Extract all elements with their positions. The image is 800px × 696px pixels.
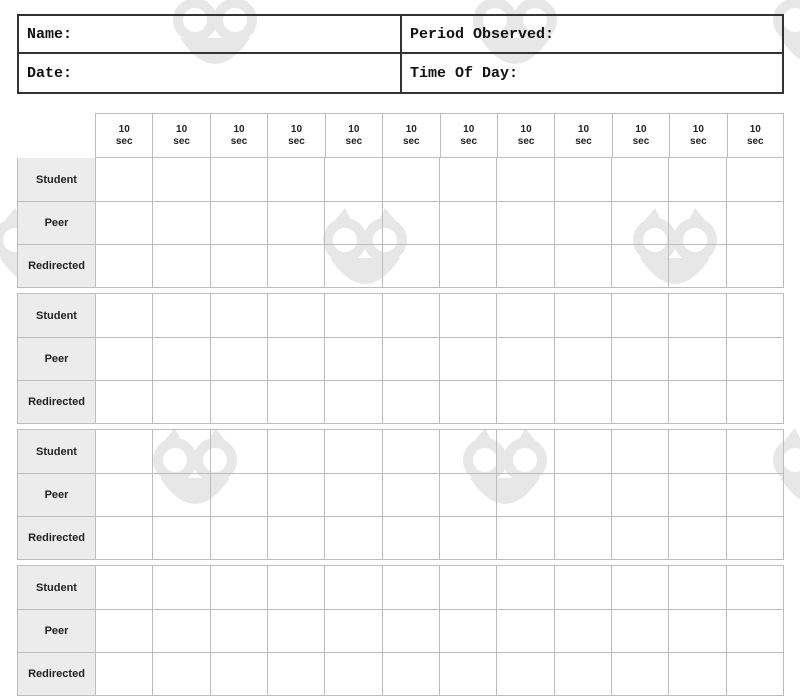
tally-cell[interactable] (439, 158, 496, 201)
tally-cell[interactable] (554, 158, 611, 201)
tally-cell[interactable] (611, 337, 668, 380)
interval-seconds: 10 (118, 123, 130, 135)
time-of-day-field[interactable]: Time Of Day: (410, 64, 519, 82)
tally-cell[interactable] (95, 652, 152, 695)
tally-cell[interactable] (726, 430, 783, 473)
tally-cell[interactable] (382, 201, 439, 244)
tally-cell[interactable] (95, 566, 152, 609)
tally-cell[interactable] (152, 609, 209, 652)
tally-cell[interactable] (324, 294, 381, 337)
tally-cell[interactable] (95, 609, 152, 652)
interval-header-2 (152, 113, 209, 158)
tally-cell[interactable] (611, 516, 668, 559)
tally-cell[interactable] (668, 201, 725, 244)
observation-row-student (18, 566, 783, 609)
tally-cell[interactable] (611, 244, 668, 287)
tally-cell[interactable] (324, 652, 381, 695)
tally-cell[interactable] (668, 566, 725, 609)
tally-cell[interactable] (726, 516, 783, 559)
tally-cell[interactable] (554, 430, 611, 473)
tally-cell[interactable] (267, 380, 324, 423)
tally-cell[interactable] (95, 380, 152, 423)
tally-cell[interactable] (95, 473, 152, 516)
tally-cell[interactable] (496, 430, 553, 473)
tally-cell[interactable] (668, 652, 725, 695)
tally-cell[interactable] (267, 337, 324, 380)
row-label-peer: Peer (18, 201, 95, 244)
row-label-student: Student (18, 294, 95, 337)
tally-cell[interactable] (726, 609, 783, 652)
tally-cell[interactable] (267, 158, 324, 201)
tally-cell[interactable] (324, 609, 381, 652)
tally-cell[interactable] (611, 380, 668, 423)
tally-cell[interactable] (668, 244, 725, 287)
tally-cell[interactable] (554, 609, 611, 652)
tally-cell[interactable] (95, 158, 152, 201)
interval-seconds: 10 (463, 123, 475, 135)
interval-header-1 (95, 113, 152, 158)
tally-cell[interactable] (152, 158, 209, 201)
tally-cell[interactable] (95, 430, 152, 473)
tally-cell[interactable] (554, 380, 611, 423)
tally-cell[interactable] (439, 652, 496, 695)
tally-cell[interactable] (267, 652, 324, 695)
tally-cell[interactable] (439, 380, 496, 423)
interval-unit: sec (115, 135, 133, 147)
tally-cell[interactable] (267, 244, 324, 287)
tally-cell[interactable] (554, 201, 611, 244)
tally-cell[interactable] (496, 516, 553, 559)
interval-unit: sec (460, 135, 478, 147)
tally-cell[interactable] (210, 566, 267, 609)
tally-cell[interactable] (152, 380, 209, 423)
interval-seconds: 10 (635, 123, 647, 135)
interval-seconds: 10 (749, 123, 761, 135)
tally-cell[interactable] (496, 566, 553, 609)
tally-cell[interactable] (554, 516, 611, 559)
observation-block-1 (17, 158, 784, 288)
tally-cell[interactable] (496, 337, 553, 380)
observation-row-peer (18, 337, 783, 380)
tally-cell[interactable] (324, 201, 381, 244)
tally-cell[interactable] (382, 652, 439, 695)
row-label-redirected: Redirected (18, 244, 95, 287)
observation-row-redirected (18, 380, 783, 423)
observation-row-peer (18, 609, 783, 652)
interval-header-10 (612, 113, 669, 158)
tally-cell[interactable] (382, 516, 439, 559)
observation-row-peer (18, 473, 783, 516)
interval-seconds: 10 (233, 123, 245, 135)
tally-cell[interactable] (210, 244, 267, 287)
tally-cell[interactable] (152, 566, 209, 609)
tally-cell[interactable] (95, 244, 152, 287)
tally-cell[interactable] (611, 294, 668, 337)
tally-cell[interactable] (152, 473, 209, 516)
tally-cell[interactable] (152, 244, 209, 287)
interval-unit: sec (230, 135, 248, 147)
interval-unit: sec (632, 135, 650, 147)
interval-unit: sec (517, 135, 535, 147)
tally-cell[interactable] (324, 516, 381, 559)
observation-row-student (18, 294, 783, 337)
interval-seconds: 10 (520, 123, 532, 135)
row-label-student: Student (18, 566, 95, 609)
tally-cell[interactable] (726, 294, 783, 337)
interval-seconds: 10 (348, 123, 360, 135)
tally-cell[interactable] (439, 516, 496, 559)
interval-header-5 (325, 113, 382, 158)
tally-cell[interactable] (382, 158, 439, 201)
tally-cell[interactable] (726, 652, 783, 695)
tally-cell[interactable] (496, 244, 553, 287)
interval-seconds: 10 (176, 123, 188, 135)
tally-cell[interactable] (611, 430, 668, 473)
interval-seconds: 10 (290, 123, 303, 135)
tally-cell[interactable] (554, 652, 611, 695)
tally-cell[interactable] (267, 516, 324, 559)
tally-cell[interactable] (382, 244, 439, 287)
interval-header-row (17, 113, 784, 158)
tally-cell[interactable] (554, 337, 611, 380)
name-field[interactable]: Name: (19, 16, 402, 54)
row-label-student: Student (18, 430, 95, 473)
observation-block-3 (17, 429, 784, 560)
tally-cell[interactable] (324, 430, 381, 473)
tally-cell[interactable] (496, 158, 553, 201)
tally-cell[interactable] (554, 473, 611, 516)
tally-cell[interactable] (668, 609, 725, 652)
tally-cell[interactable] (95, 201, 152, 244)
interval-unit: sec (173, 135, 190, 147)
interval-header-3 (210, 113, 267, 158)
interval-header-6 (382, 113, 439, 158)
tally-cell[interactable] (611, 158, 668, 201)
tally-cell[interactable] (210, 337, 267, 380)
observation-row-peer (18, 201, 783, 244)
interval-seconds: 10 (405, 123, 417, 135)
interval-header-12 (727, 113, 784, 158)
tally-cell[interactable] (210, 430, 267, 473)
tally-cell[interactable] (267, 430, 324, 473)
tally-cell[interactable] (152, 201, 209, 244)
tally-cell[interactable] (668, 337, 725, 380)
interval-header-8 (497, 113, 554, 158)
tally-cell[interactable] (324, 473, 381, 516)
interval-header-11 (669, 113, 726, 158)
interval-unit: sec (288, 135, 305, 147)
tally-cell[interactable] (382, 609, 439, 652)
interval-unit: sec (690, 135, 707, 147)
tally-cell[interactable] (611, 201, 668, 244)
observation-row-redirected (18, 652, 783, 695)
tally-cell[interactable] (267, 566, 324, 609)
tally-cell[interactable] (439, 473, 496, 516)
tally-cell[interactable] (726, 380, 783, 423)
date-field[interactable]: Date: (19, 54, 402, 92)
tally-cell[interactable] (382, 473, 439, 516)
tally-cell[interactable] (324, 566, 381, 609)
tally-cell[interactable] (210, 516, 267, 559)
interval-header-9 (554, 113, 611, 158)
interval-unit: sec (746, 135, 764, 147)
tally-cell[interactable] (210, 158, 267, 201)
tally-cell[interactable] (210, 473, 267, 516)
tally-cell[interactable] (324, 380, 381, 423)
tally-cell[interactable] (95, 294, 152, 337)
tally-cell[interactable] (726, 337, 783, 380)
tally-cell[interactable] (267, 473, 324, 516)
tally-cell[interactable] (611, 473, 668, 516)
tally-cell[interactable] (668, 430, 725, 473)
interval-header-4 (267, 113, 324, 158)
tally-cell[interactable] (152, 337, 209, 380)
tally-cell[interactable] (152, 516, 209, 559)
observation-row-redirected (18, 244, 783, 287)
tally-cell[interactable] (496, 473, 553, 516)
header-corner (17, 113, 95, 158)
tally-cell[interactable] (382, 337, 439, 380)
tally-cell[interactable] (726, 566, 783, 609)
tally-cell[interactable] (726, 244, 783, 287)
tally-cell[interactable] (267, 294, 324, 337)
tally-cell[interactable] (382, 566, 439, 609)
tally-cell[interactable] (267, 609, 324, 652)
tally-cell[interactable] (324, 244, 381, 287)
tally-cell[interactable] (611, 566, 668, 609)
tally-cell[interactable] (439, 609, 496, 652)
row-label-peer: Peer (18, 473, 95, 516)
tally-cell[interactable] (496, 609, 553, 652)
tally-cell[interactable] (668, 516, 725, 559)
tally-cell[interactable] (726, 473, 783, 516)
tally-cell[interactable] (554, 566, 611, 609)
tally-cell[interactable] (210, 652, 267, 695)
tally-cell[interactable] (439, 201, 496, 244)
tally-cell[interactable] (324, 158, 381, 201)
interval-seconds: 10 (577, 123, 590, 135)
tally-cell[interactable] (726, 201, 783, 244)
tally-cell[interactable] (496, 380, 553, 423)
row-label-redirected: Redirected (18, 380, 95, 423)
tally-cell[interactable] (152, 430, 209, 473)
tally-cell[interactable] (668, 473, 725, 516)
tally-cell[interactable] (611, 652, 668, 695)
observation-row-student (18, 158, 783, 201)
row-label-redirected: Redirected (18, 652, 95, 695)
interval-seconds: 10 (692, 123, 704, 135)
tally-cell[interactable] (496, 201, 553, 244)
period-observed-field[interactable]: Period Observed: (402, 16, 782, 54)
observation-grid (17, 113, 784, 696)
tally-cell[interactable] (382, 380, 439, 423)
tally-cell[interactable] (668, 294, 725, 337)
row-label-peer: Peer (18, 337, 95, 380)
interval-unit: sec (402, 135, 420, 147)
interval-unit: sec (345, 135, 363, 147)
tally-cell[interactable] (554, 294, 611, 337)
tally-cell[interactable] (726, 158, 783, 201)
tally-cell[interactable] (210, 609, 267, 652)
tally-cell[interactable] (382, 294, 439, 337)
tally-cell[interactable] (210, 380, 267, 423)
tally-cell[interactable] (439, 566, 496, 609)
tally-cell[interactable] (439, 294, 496, 337)
interval-unit: sec (575, 135, 592, 147)
tally-cell[interactable] (267, 201, 324, 244)
interval-header-7 (440, 113, 497, 158)
tally-cell[interactable] (95, 516, 152, 559)
observation-info-box (17, 14, 784, 94)
tally-cell[interactable] (324, 337, 381, 380)
tally-cell[interactable] (382, 430, 439, 473)
tally-cell[interactable] (496, 294, 553, 337)
tally-cell[interactable] (496, 652, 553, 695)
observation-row-redirected (18, 516, 783, 559)
tally-cell[interactable] (439, 430, 496, 473)
row-label-peer: Peer (18, 609, 95, 652)
tally-cell[interactable] (95, 337, 152, 380)
tally-cell[interactable] (668, 158, 725, 201)
row-label-redirected: Redirected (18, 516, 95, 559)
tally-cell[interactable] (611, 609, 668, 652)
tally-cell[interactable] (439, 337, 496, 380)
tally-cell[interactable] (152, 294, 209, 337)
tally-cell[interactable] (668, 380, 725, 423)
observation-block-2 (17, 293, 784, 424)
tally-cell[interactable] (210, 201, 267, 244)
tally-cell[interactable] (554, 244, 611, 287)
observation-row-student (18, 430, 783, 473)
tally-cell[interactable] (439, 244, 496, 287)
row-label-student: Student (18, 158, 95, 201)
tally-cell[interactable] (210, 294, 267, 337)
tally-cell[interactable] (152, 652, 209, 695)
observation-block-4 (17, 565, 784, 696)
